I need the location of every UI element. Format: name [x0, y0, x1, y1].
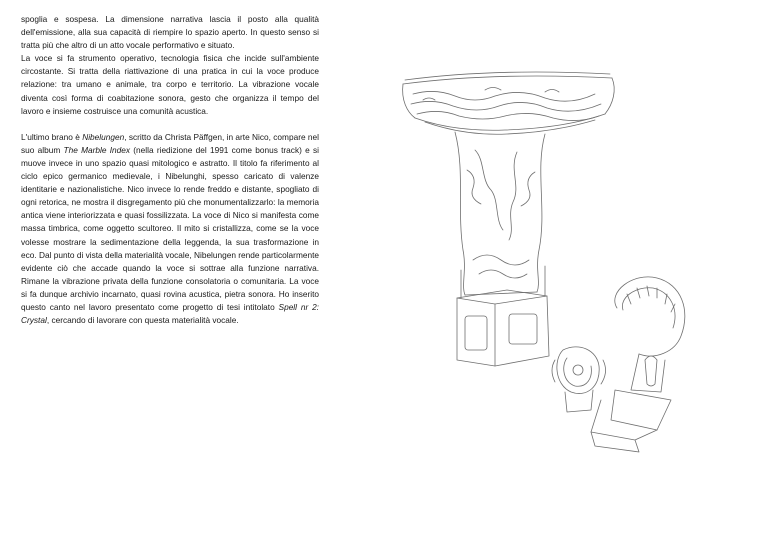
shell-sculpture-small: [552, 347, 606, 412]
song-title: Nibelungen: [82, 131, 125, 142]
text-column: [21, 13, 319, 327]
paragraph-3-part-a: L'ultimo brano è: [21, 131, 83, 142]
fountain-pedestal: [455, 132, 549, 366]
album-title: The Marble Index: [63, 144, 131, 155]
pencil-drawing-illustration: [395, 60, 715, 460]
paragraph-3-part-d: , cercando di lavorare con questa materialità vocale.: [46, 315, 239, 326]
paragraph-2: La voce si fa strumento operativo, tecnologia fisica che incide sull'ambiente circostante. Si tratta della riattivazione di una pratica in cui la voce produce relazione: tra umano e animale, tra corpo e territorio. La vibrazione vocale diventa così forma di coabitazione sonora, gesto che organizza il tempo del lavoro e insieme costruisce una comunità acustica.: [21, 53, 319, 116]
paragraph-3-part-b: , scritto da Christa Päffgen, in arte Nico, compare nel suo album: [21, 131, 319, 155]
paragraph-3-part-c: (nella riedizione del 1991 come bonus track) e si muove invece in uno spazio quasi mitologico e astratto. Il titolo fa riferimento al ciclo epico germanico medievale, i Nibelunghi, spesso caricato di valenze identitarie e nazionalistiche. Nico invece lo rende freddo e distante, spogliato di ogni retorica, ne mostra il disgregamento più che monumentalizzarlo: la memoria antica viene interiorizzata e quasi fossilizzata. La voce di Nico si manifesta come massa timbrica, come oggetto scultoreo. Il mito si cristallizza, come se la voce volesse mostrare la sedimentazione della leggenda, la sua trasformazione in eco. Dal punto di vista della materialità vocale, Nibelungen rende particolarmente evidente ciò che accade quando la voce si sottrae alla funzione narrativa. Rimane la vibrazione privata della funzione consolatoria o comunitaria. La voce si fa dunque archivio incarnato, quasi rovina acustica, pietra sonora. Ho inserito questo canto nel lavoro presentato come progetto di tesi intitolato: [21, 144, 319, 312]
thesis-title: Spell nr 2: Crystal: [21, 301, 319, 326]
fountain-basin: [403, 72, 615, 134]
paragraph-3: [21, 131, 319, 327]
paragraph-1: spoglia e sospesa. La dimensione narrativa lascia il posto alla qualità dell'emissione, alla sua capacità di riempire lo spazio aperto. In questo senso si tratta più che altro di un atto vocale performativo e situato.: [21, 14, 319, 51]
